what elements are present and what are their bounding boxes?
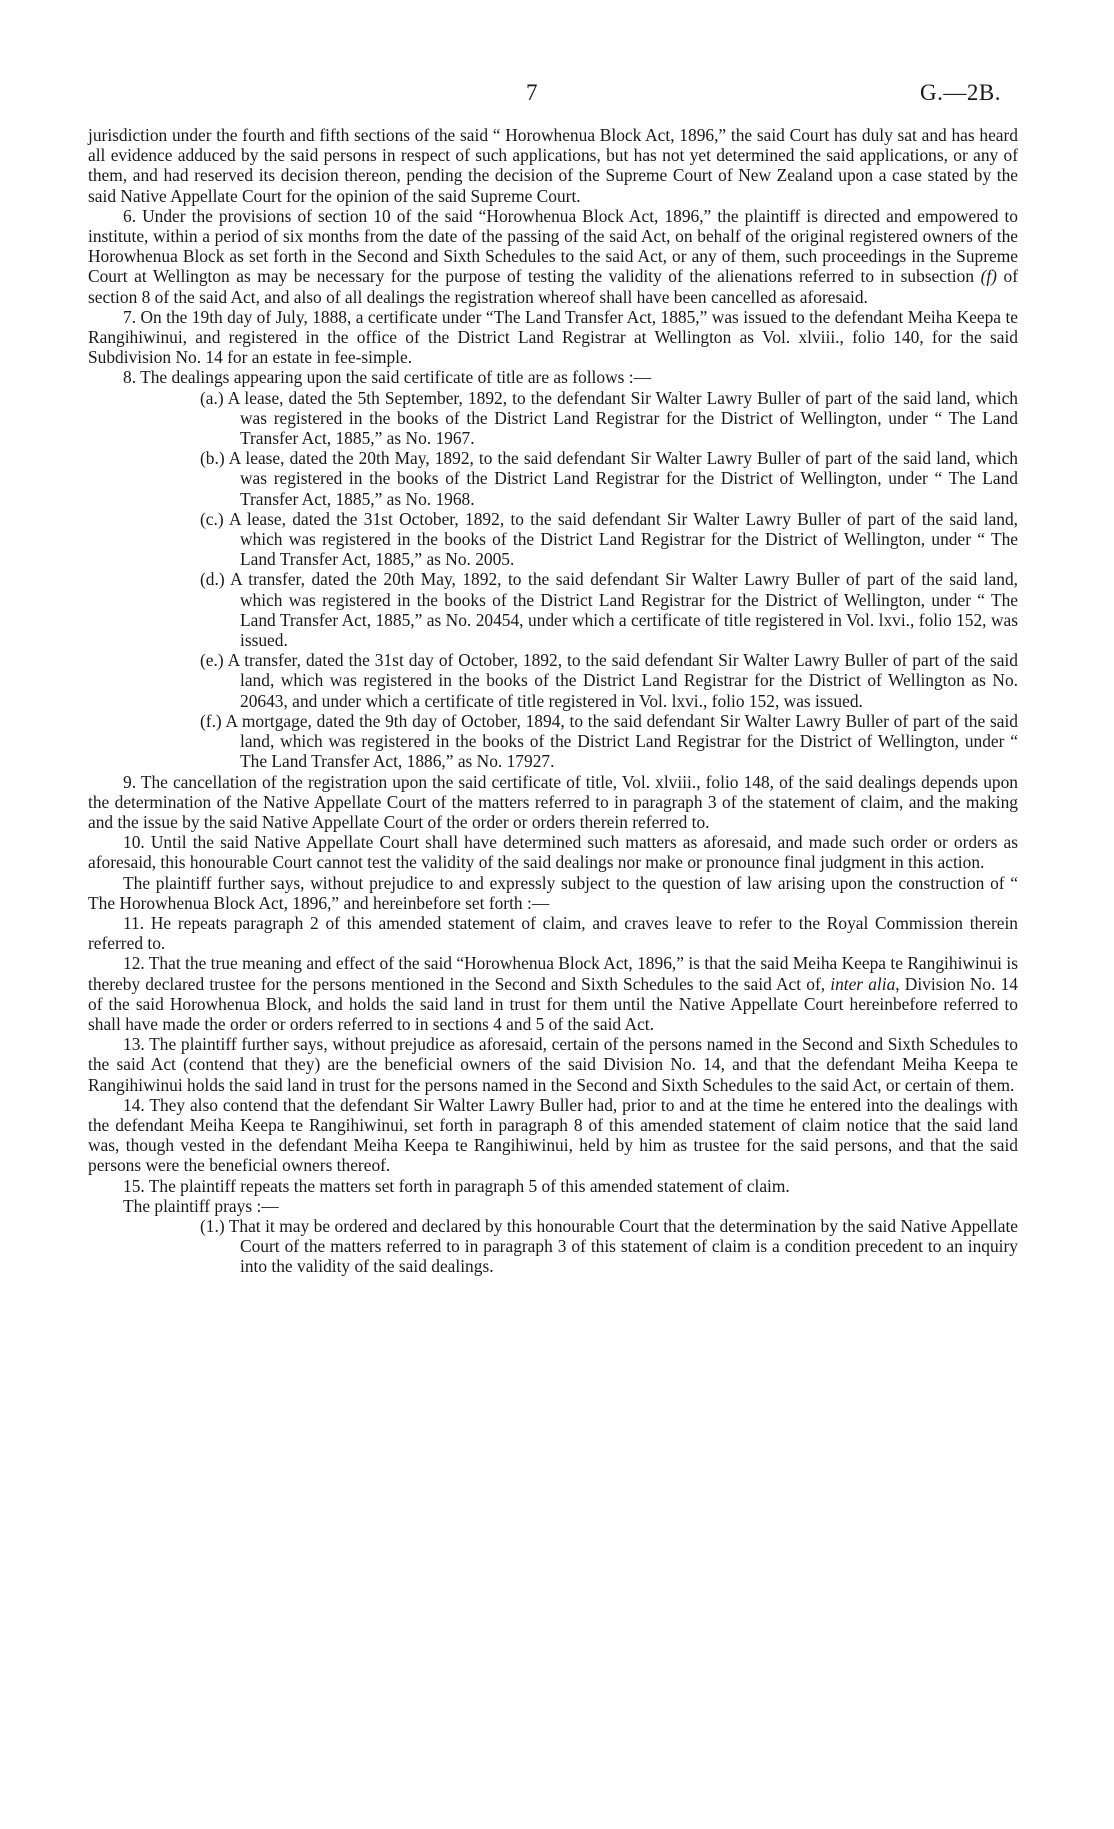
prayer-heading: The plaintiff prays :— — [123, 1195, 279, 1216]
paragraph-continuation: jurisdiction under the fourth and fifth sections of the said “ Horowhenua Block Act, 1896,” the said Court has duly sat and has heard all evidence adduced by the said persons in respect of such applications, but has not yet determined the said applications, or any of them, and had reserved its decision thereon, pending the decision of the Supreme Court of New Zealand upon a case stated by the said Native Appellate Court for the opinion of the said Supreme Court. — [88, 125, 1018, 206]
paragraph-further-says: The plaintiff further says, without prejudice to and expressly subject to the question of law arising upon the construction of “ The Horowhenua Block Act, 1896,” and hereinbefore set forth :— — [88, 872, 1018, 913]
dealing-f: (f.) A mortgage, dated the 9th day of October, 1894, to the said defendant Sir Walter Lawry Buller of part of the said land, which was registered in the books of the District Land Registrar for the District of Wellington, under “ The Land Transfer Act, 1886,” as No. 17927. — [200, 710, 1018, 772]
paragraph-14: 14. They also contend that the defendant Sir Walter Lawry Buller had, prior to and at the time he entered into the dealings with the defendant Meiha Keepa te Rangihiwinui, set forth in paragraph 8 of this amended statement of claim notice that the said land was, though vested in the defendant Meiha Keepa te Rangihiwinui, held by him as trustee for the said persons, and that the said persons were the beneficial owners thereof. — [88, 1094, 1018, 1176]
paragraph-13: 13. The plaintiff further says, without prejudice as aforesaid, certain of the persons named in the Second and Sixth Schedules to the said Act (contend that they) are the beneficial owners of the said Division No. 14, and that the defendant Meiha Keepa te Rangihiwinui holds the said land in trust for the persons named in the Second and Sixth Schedules to the said Act, or certain of them. — [88, 1034, 1018, 1095]
paragraph-8: 8. The dealings appearing upon the said certificate of title are as follows :— — [123, 367, 651, 388]
dealing-a: (a.) A lease, dated the 5th September, 1892, to the defendant Sir Walter Lawry Buller of part of the said land, which was registered in the books of the District Land Registrar for the District of Wellington, under “ The Land Transfer Act, 1885,” as No. 1967. — [200, 387, 1018, 449]
document-reference: G.—2B. — [920, 80, 1001, 105]
paragraph-15: 15. The plaintiff repeats the matters set forth in paragraph 5 of this amended statement of claim. — [123, 1175, 790, 1196]
paragraph-7: 7. On the 19th day of July, 1888, a certificate under “The Land Transfer Act, 1885,” was issued to the defendant Meiha Keepa te Rangihiwinui, and registered in the office of the District Land Registrar at Wellington as Vol. xlviii., folio 140, for the said Subdivision No. 14 for an estate in fee-simple. — [88, 306, 1018, 368]
dealing-c: (c.) A lease, dated the 31st October, 1892, to the said defendant Sir Walter Lawry Buller of part of the said land, which was registered in the books of the District Land Registrar for the District of Wellington, under “ The Land Transfer Act, 1885,” as No. 2005. — [200, 508, 1018, 570]
paragraph-12: 12. That the true meaning and effect of the said “Horowhenua Block Act, 1896,” is that the said Meiha Keepa te Rangihiwinui is thereby declared trustee for the persons mentioned in the Second and Sixth Schedules to the said Act of, inter alia, Division No. 14 of the said Horowhenua Block, and holds the said land in trust for them until the Native Appellate Court hereinbefore referred to shall have made the order or orders referred to in sections 4 and 5 of the said Act. — [88, 953, 1018, 1034]
dealing-b: (b.) A lease, dated the 20th May, 1892, to the said defendant Sir Walter Lawry Buller of part of the said land, which was registered in the books of the District Land Registrar for the District of Wellington, under “ The Land Transfer Act, 1885,” as No. 1968. — [200, 448, 1018, 509]
paragraph-11: 11. He repeats paragraph 2 of this amended statement of claim, and craves leave to refer to the Royal Commission therein referred to. — [88, 912, 1018, 954]
paragraph-6: 6. Under the provisions of section 10 of the said “Horowhenua Block Act, 1896,” the plaintiff is directed and empowered to institute, within a period of six months from the date of the passing of the said Act, on behalf of the original registered owners of the Horowhenua Block as set forth in the Second and Sixth Schedules to the said Act, or any of them, such proceedings in the Supreme Court at Wellington as may be necessary for the purpose of testing the validity of the alienations referred to in subsection (f) of section 8 of the said Act, and also of all dealings the registration whereof shall have been cancelled as aforesaid. — [88, 205, 1018, 307]
prayer-item-1: (1.) That it may be ordered and declared by this honourable Court that the determination by the said Native Appellate Court of the matters referred to in paragraph 3 of this statement of claim is a condition precedent to an inquiry into the validity of the said dealings. — [200, 1215, 1018, 1277]
paragraph-10: 10. Until the said Native Appellate Court shall have determined such matters as aforesaid, and made such order or orders as aforesaid, this honourable Court cannot test the validity of the said dealings nor make or pronounce final judgment in this action. — [88, 832, 1018, 873]
dealing-e: (e.) A transfer, dated the 31st day of October, 1892, to the said defendant Sir Walter Lawry Buller of part of the said land, which was registered in the books of the District Land Registrar for the District of Wellington as No. 20643, and under which a certificate of title registered in Vol. lxvi., folio 152, was issued. — [200, 650, 1018, 711]
paragraph-9: 9. The cancellation of the registration upon the said certificate of title, Vol. xlviii., folio 148, of the said dealings depends upon the determination of the Native Appellate Court of the matters referred to in paragraph 3 of the statement of claim, and the making and the issue by the said Native Appellate Court of the order or orders therein referred to. — [88, 771, 1018, 832]
page-number: 7 — [526, 80, 538, 105]
dealing-d: (d.) A transfer, dated the 20th May, 1892, to the said defendant Sir Walter Lawry Buller of part of the said land, which was registered in the books of the District Land Registrar for the District of Wellington, under “ The Land Transfer Act, 1885,” as No. 20454, under which a certificate of title registered in Vol. lxvi., folio 152, was issued. — [200, 569, 1018, 651]
document-body — [88, 125, 1018, 1277]
